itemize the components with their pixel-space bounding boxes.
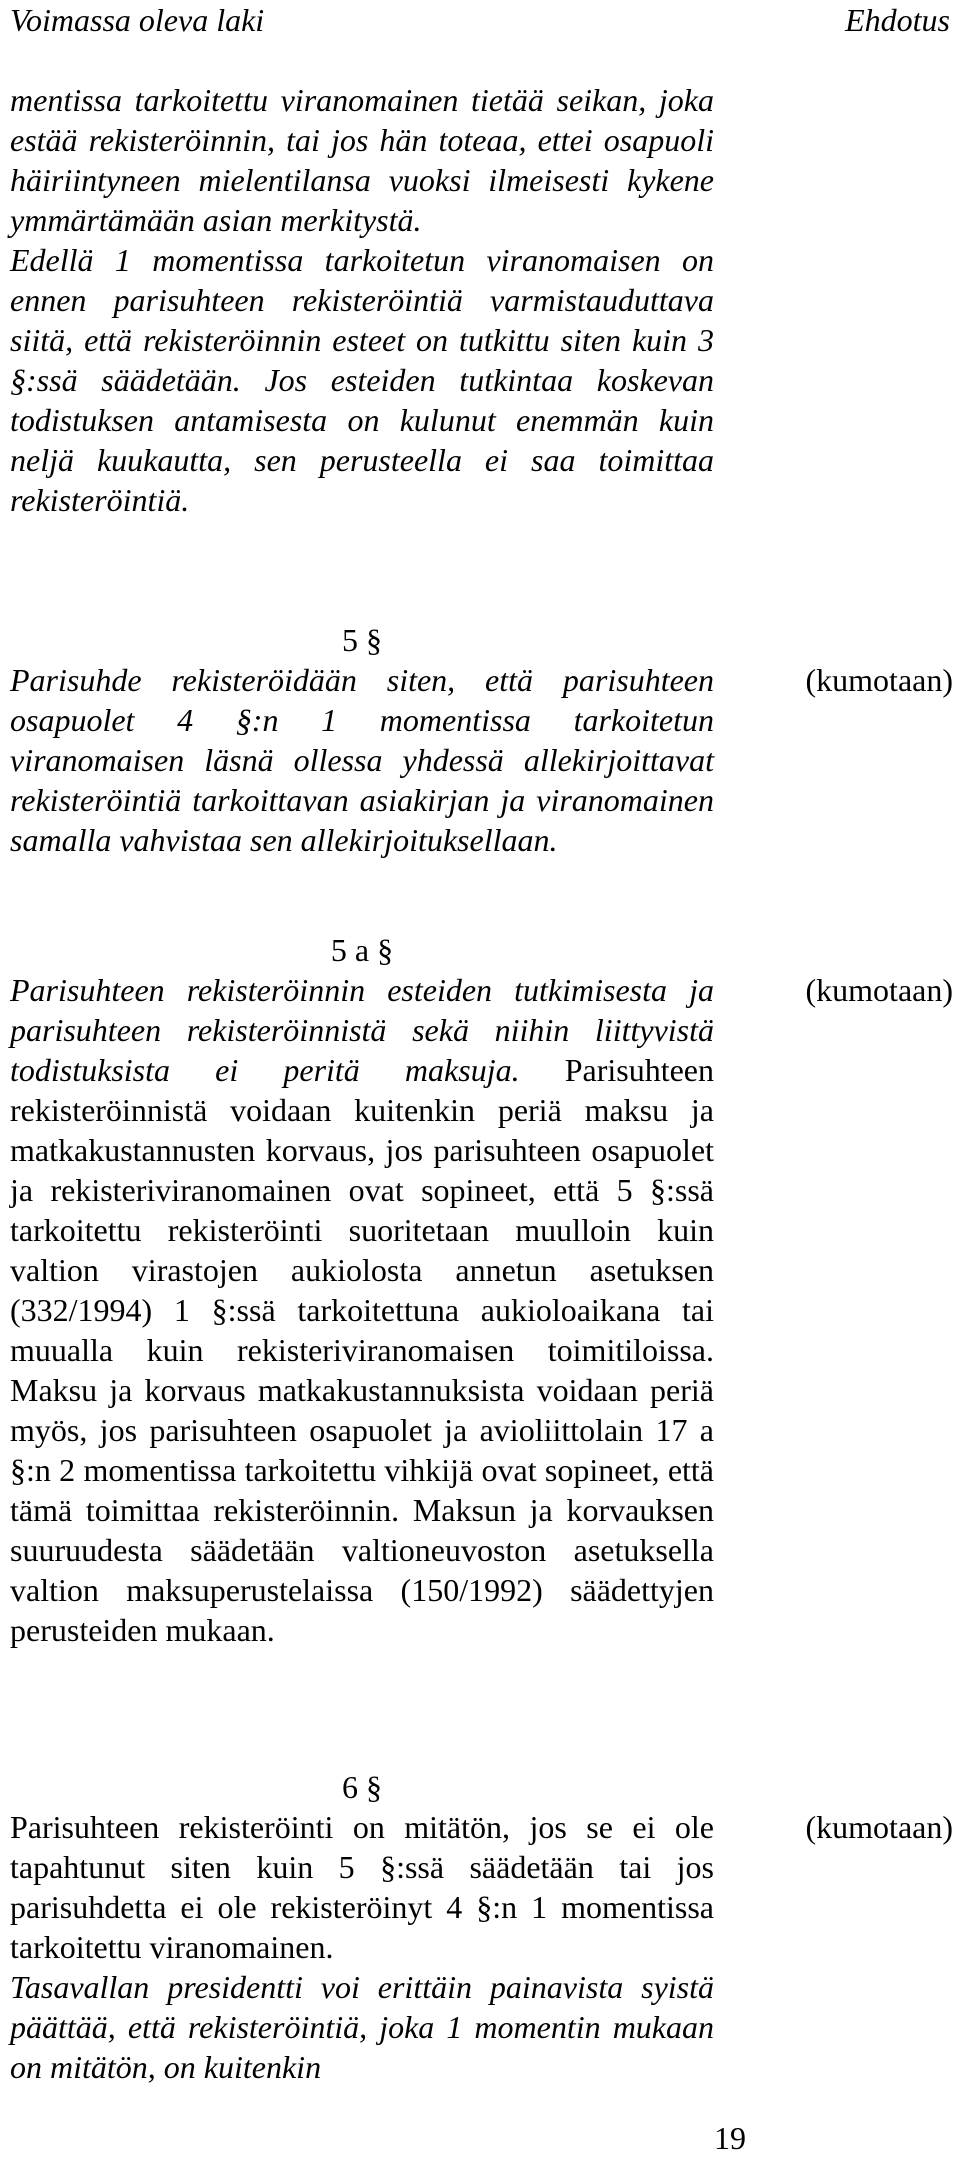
section-text: Parisuhteen rekisteröinti on mitätön, jos se ei ole tapahtunut siten kuin 5 §:ssä säädetään tai jos parisuhdetta ei ole rekisteröinyt 4 §:n 1 momentissa tarkoitettu viranomainen. [10, 1809, 714, 1965]
intro-paragraph: Edellä 1 momentissa tarkoitetun viranomaisen on ennen parisuhteen rekisteröintiä varmistauduttava siitä, että rekisteröinnin esteet on tutkittu siten kuin 3 §:ssä säädetään. Jos esteiden tutkintaa koskevan todistuksen antamisesta on kulunut enemmän kuin neljä kuukautta, sen perusteella ei saa toimittaa rekisteröintiä. [10, 242, 714, 518]
section-text-upright: Parisuhteen rekisteröinnistä voidaan kuitenkin periä maksu ja matkakustannusten korvaus, jos parisuhteen osapuolet ja rekisteriviranomainen ovat sopineet, että 5 §:ssä tarkoitettu rekisteröinti suoritetaan muulloin kuin valtion virastojen aukiolosta annetun asetuksen (332/1994) 1 §:ssä tarkoitettuna aukioloaikana tai muualla kuin rekisteriviranomaisen toimitiloissa. Maksu ja korvaus matkakustannuksista voidaan periä myös, jos parisuhteen osapuolet ja avioliittolain 17 a §:n 2 momentissa tarkoitettu vihkijä ovat sopineet, että tämä toimittaa rekisteröinnin. Maksun ja korvauksen suuruudesta säädetään valtioneuvoston asetuksella valtion maksuperustelaissa (150/1992) säädettyjen perusteiden mukaan. [10, 1052, 714, 1648]
header-left-title: Voimassa oleva laki [10, 2, 265, 38]
page-number: 19 [714, 2120, 746, 2156]
section-5a [10, 930, 714, 1650]
section-5 [10, 620, 714, 860]
section-text: Parisuhde rekisteröidään siten, että parisuhteen osapuolet 4 §:n 1 momentissa tarkoitetun viranomaisen läsnä ollessa yhdessä allekirjoittavat rekisteröintiä tarkoittavan asiakirjan ja viranomainen samalla vahvistaa sen allekirjoituksellaan. [10, 662, 714, 858]
section-text-italic: Parisuhteen rekisteröinnin esteiden tutkimisesta ja parisuhteen rekisteröinnistä sekä niihin liittyvistä todistuksista ei peritä maksuja. [10, 972, 714, 1088]
section-text [10, 970, 714, 1650]
proposal-repealed: (kumotaan) [805, 662, 953, 698]
section-text: Tasavallan presidentti voi erittäin painavista syistä päättää, että rekisteröintiä, joka 1 momentin mukaan on mitätön, on kuitenkin [10, 1969, 714, 2085]
intro-paragraph: mentissa tarkoitettu viranomainen tietää seikan, joka estää rekisteröinnin, tai jos hän toteaa, ettei osapuoli häiriintyneen mielentilansa vuoksi ilmeisesti kykene ymmärtämään asian merkitystä. [10, 82, 714, 238]
section-heading: 5 § [342, 622, 382, 658]
section-6 [10, 1767, 714, 2087]
proposal-repealed: (kumotaan) [805, 1809, 953, 1845]
header-right-title: Ehdotus [845, 2, 950, 38]
section-heading: 5 a § [330, 932, 394, 968]
proposal-repealed: (kumotaan) [805, 972, 953, 1008]
section-heading: 6 § [342, 1769, 382, 1805]
intro-block [10, 80, 714, 520]
